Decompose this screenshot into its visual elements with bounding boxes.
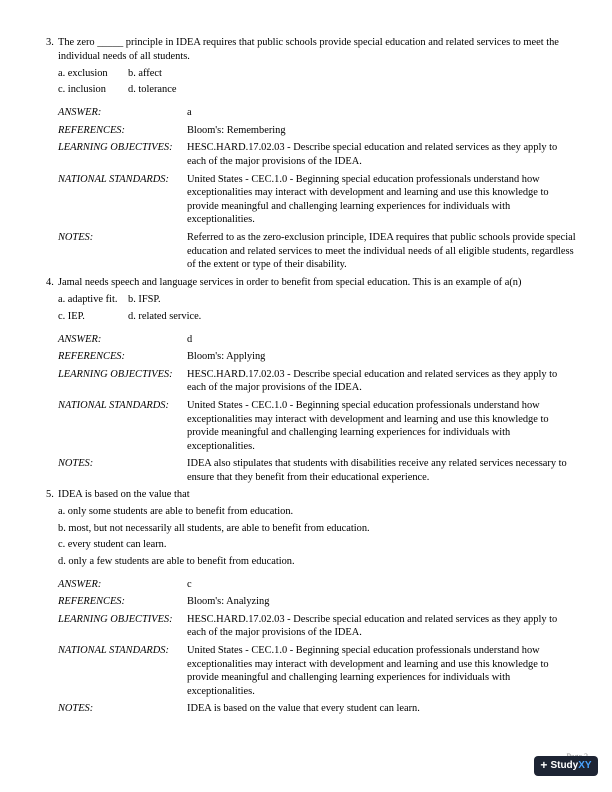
references-label: REFERENCES: (58, 351, 125, 363)
national-standards-row (58, 173, 576, 227)
references-label: REFERENCES: (58, 124, 125, 136)
learning-objectives-label: LEARNING OBJECTIVES: (58, 613, 173, 625)
answer-row (58, 106, 576, 120)
question-3 (46, 36, 576, 276)
references-row (58, 124, 576, 138)
national-standards-row (58, 399, 576, 453)
answer-value: a (187, 107, 192, 119)
national-standards-value: United States - CEC.1.0 - Beginning special education professionals understand how exceptionalities may interact with development and learning and use this knowledge to provide meaningful and challenging learning experiences for individuals with exceptionalities. (187, 644, 549, 697)
question-text: The zero _____ principle in IDEA requires that public schools provide special education and related services to meet the individual needs of all students. (58, 37, 559, 62)
notes-label: NOTES: (58, 231, 94, 243)
answer-value: c (187, 578, 192, 590)
national-standards-label: NATIONAL STANDARDS: (58, 644, 169, 656)
answer-label: ANSWER: (58, 107, 102, 119)
options (58, 504, 576, 570)
national-standards-label: NATIONAL STANDARDS: (58, 399, 169, 411)
answer-label: ANSWER: (58, 333, 102, 345)
brand-suffix: XY (578, 760, 592, 772)
learning-objectives-row (58, 613, 576, 640)
option-d: d. tolerance (128, 84, 177, 96)
national-standards-row (58, 644, 576, 698)
notes-label: NOTES: (58, 703, 94, 715)
question-number: 4. (46, 277, 54, 288)
option-c: c. every student can learn. (58, 539, 167, 551)
question-number: 3. (46, 37, 54, 48)
references-value: Bloom's: Analyzing (187, 596, 270, 608)
option-a: a. only some students are able to benefit from education. (58, 506, 294, 518)
options-row (58, 308, 576, 325)
answer-row (58, 333, 576, 347)
national-standards-label: NATIONAL STANDARDS: (58, 173, 169, 185)
answer-metadata (58, 578, 576, 716)
notes-label: NOTES: (58, 458, 94, 470)
brand-prefix: Study (550, 760, 579, 772)
options (58, 292, 576, 325)
question-text-row (46, 276, 576, 290)
option-a: a. adaptive fit. (58, 294, 118, 306)
notes-value: Referred to as the zero-exclusion principle, IDEA requires that public schools provide special education and related services to meet the individual needs of all eligible students, regardless of the extent or type of their disability. (187, 231, 576, 271)
answer-metadata (58, 333, 576, 485)
options (58, 65, 576, 98)
learning-objectives-value: HESC.HARD.17.02.03 - Describe special education and related services as they apply to each of the major provisions of the IDEA. (187, 368, 558, 394)
learning-objectives-row (58, 141, 576, 168)
national-standards-value: United States - CEC.1.0 - Beginning special education professionals understand how exceptionalities may interact with development and learning and use this knowledge to provide meaningful and challenging learning experiences for individuals with exceptionalities. (187, 399, 549, 452)
options-row (58, 292, 576, 309)
references-row (58, 595, 576, 609)
notes-row (58, 231, 576, 272)
answer-row (58, 578, 576, 592)
option-b: b. IFSP. (128, 294, 161, 306)
answer-metadata (58, 106, 576, 272)
option-c: c. IEP. (58, 310, 85, 322)
question-4 (46, 276, 576, 489)
learning-objectives-value: HESC.HARD.17.02.03 - Describe special education and related services as they apply to each of the major provisions of the IDEA. (187, 142, 558, 167)
notes-row (58, 457, 576, 484)
answer-label: ANSWER: (58, 578, 102, 590)
plus-icon: + (540, 758, 548, 773)
learning-objectives-row (58, 368, 576, 395)
national-standards-value: United States - CEC.1.0 - Beginning special education professionals understand how exceptionalities may interact with development and learning and use this knowledge to provide meaningful and challenging learning experiences for individuals with exceptionalities. (187, 173, 549, 226)
question-number: 5. (46, 489, 54, 500)
question-text-row (46, 36, 576, 63)
studyxy-badge[interactable] (534, 756, 598, 776)
learning-objectives-label: LEARNING OBJECTIVES: (58, 368, 173, 380)
references-label: REFERENCES: (58, 596, 125, 608)
option-c: c. inclusion (58, 84, 106, 96)
option-a: a. exclusion (58, 67, 108, 79)
option-b: b. most, but not necessarily all students, are able to benefit from education. (58, 522, 370, 534)
options-row (58, 82, 576, 99)
references-value: Bloom's: Applying (187, 351, 266, 363)
question-text-row (46, 488, 576, 502)
option-d: d. related service. (128, 310, 202, 322)
option-b: b. affect (128, 67, 162, 79)
question-text: Jamal needs speech and language services in order to benefit from special education. This is an example of a(n) (58, 277, 522, 288)
references-value: Bloom's: Remembering (187, 124, 286, 136)
learning-objectives-value: HESC.HARD.17.02.03 - Describe special education and related services as they apply to each of the major provisions of the IDEA. (187, 613, 558, 639)
learning-objectives-label: LEARNING OBJECTIVES: (58, 142, 173, 154)
notes-value: IDEA also stipulates that students with disabilities receive any related services necessary to ensure that they benefit from their educational experience. (187, 458, 567, 483)
answer-value: d (187, 333, 193, 345)
notes-value: IDEA is based on the value that every student can learn. (187, 703, 420, 715)
options-row (58, 65, 576, 82)
question-5 (46, 488, 576, 720)
notes-row (58, 702, 576, 716)
option-d: d. only a few students are able to benefit from education. (58, 555, 295, 567)
question-text: IDEA is based on the value that (58, 489, 190, 500)
references-row (58, 350, 576, 364)
